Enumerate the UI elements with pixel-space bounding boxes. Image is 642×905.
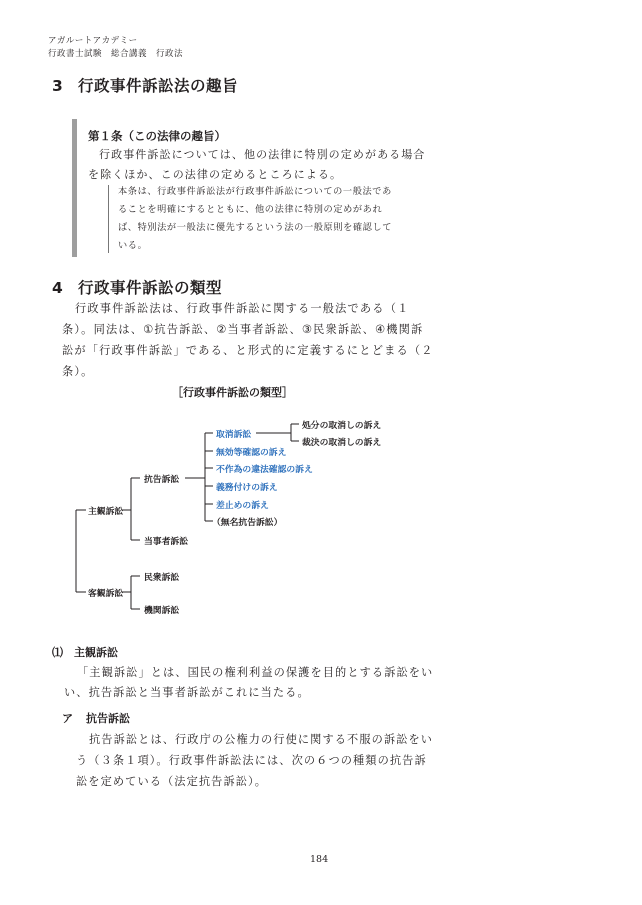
subA-label: ア [62, 712, 73, 725]
paragraph-line: 条）。 [62, 365, 94, 378]
page-number: 184 [310, 854, 329, 865]
subA-heading [62, 710, 130, 726]
article-line-2: を除くほか、この法律の定めるところによる。 [88, 168, 343, 181]
node-kyakkan: 客観訴訟 [88, 589, 124, 599]
sub1-heading [52, 644, 118, 660]
note-line: ば、特別法が一般法に優先するという法の一般原則を確認して [118, 222, 393, 233]
node-shukan: 主観訴訟 [88, 507, 124, 517]
paragraph-line: 「主観訴訟」とは、国民の権利利益の保護を目的とする訴訟をい [77, 666, 434, 679]
note-line: いる。 [118, 240, 148, 251]
diagram-title: ［行政事件訴訟の類型］ [172, 386, 293, 399]
subA-title: 抗告訴訟 [86, 712, 130, 725]
course-name: 行政書士試験 総合講義 行政法 [48, 49, 184, 59]
node-toujisha: 当事者訴訟 [144, 537, 188, 547]
article-line-1: 行政事件訴訟については、他の法律に特別の定めがある場合 [99, 148, 426, 161]
note-line: 本条は、行政事件訴訟法が行政事件訴訟についての一般法であ [118, 186, 392, 197]
node-kokoku: 抗告訴訟 [144, 475, 180, 485]
node-gimuzuke: 義務付けの訴え [216, 483, 278, 493]
node-kikan: 機関訴訟 [144, 606, 180, 616]
node-shobun: 処分の取消しの訴え [302, 421, 382, 431]
subA-paragraph [76, 729, 433, 792]
sub1-label: ⑴ [52, 646, 63, 659]
paragraph-line: 訟を定めている（法定抗告訴訟）。 [76, 775, 268, 788]
article-title: 第１条（この法律の趣旨） [88, 129, 226, 143]
node-sashitome: 差止めの訴え [216, 501, 269, 511]
node-muko: 無効等確認の訴え [216, 448, 287, 458]
node-saiketsu: 裁決の取消しの訴え [302, 438, 382, 448]
paragraph-line: う（３条１項）。行政事件訴訟法には、次の６つの種類の抗告訴 [76, 754, 427, 767]
sub1-paragraph [64, 663, 433, 703]
node-mumei: （無名抗告訴訟） [212, 518, 283, 528]
paragraph-line: 条）。同法は、①抗告訴訟、②当事者訴訟、③民衆訴訟、④機関訴 [62, 323, 424, 336]
paragraph-line: 行政事件訴訟法は、行政事件訴訟に関する一般法である（１ [75, 302, 410, 315]
section-3-title: 行政事件訴訟法の趣旨 [78, 77, 239, 95]
paragraph-line: 抗告訴訟とは、行政庁の公権力の行使に関する不服の訴訟をい [89, 733, 434, 746]
paragraph-line: 訟が「行政事件訴訟」である、と形式的に定義するにとどまる（２ [62, 344, 434, 357]
node-torikeshi: 取消訴訟 [216, 430, 252, 440]
node-fusakui: 不作為の違法確認の訴え [216, 465, 313, 475]
note-line: ることを明確にするとともに、他の法律に特別の定めがあれ [118, 204, 383, 215]
paragraph-line: い、抗告訴訟と当事者訴訟がこれに当たる。 [64, 686, 310, 699]
section-4-number: 4 [52, 279, 64, 297]
node-minshu: 民衆訴訟 [144, 573, 180, 583]
section-3-number: 3 [52, 77, 64, 95]
sub1-title: 主観訴訟 [74, 646, 118, 659]
section-4-title: 行政事件訴訟の類型 [78, 279, 223, 297]
publisher-name: アガルートアカデミー [48, 36, 138, 46]
